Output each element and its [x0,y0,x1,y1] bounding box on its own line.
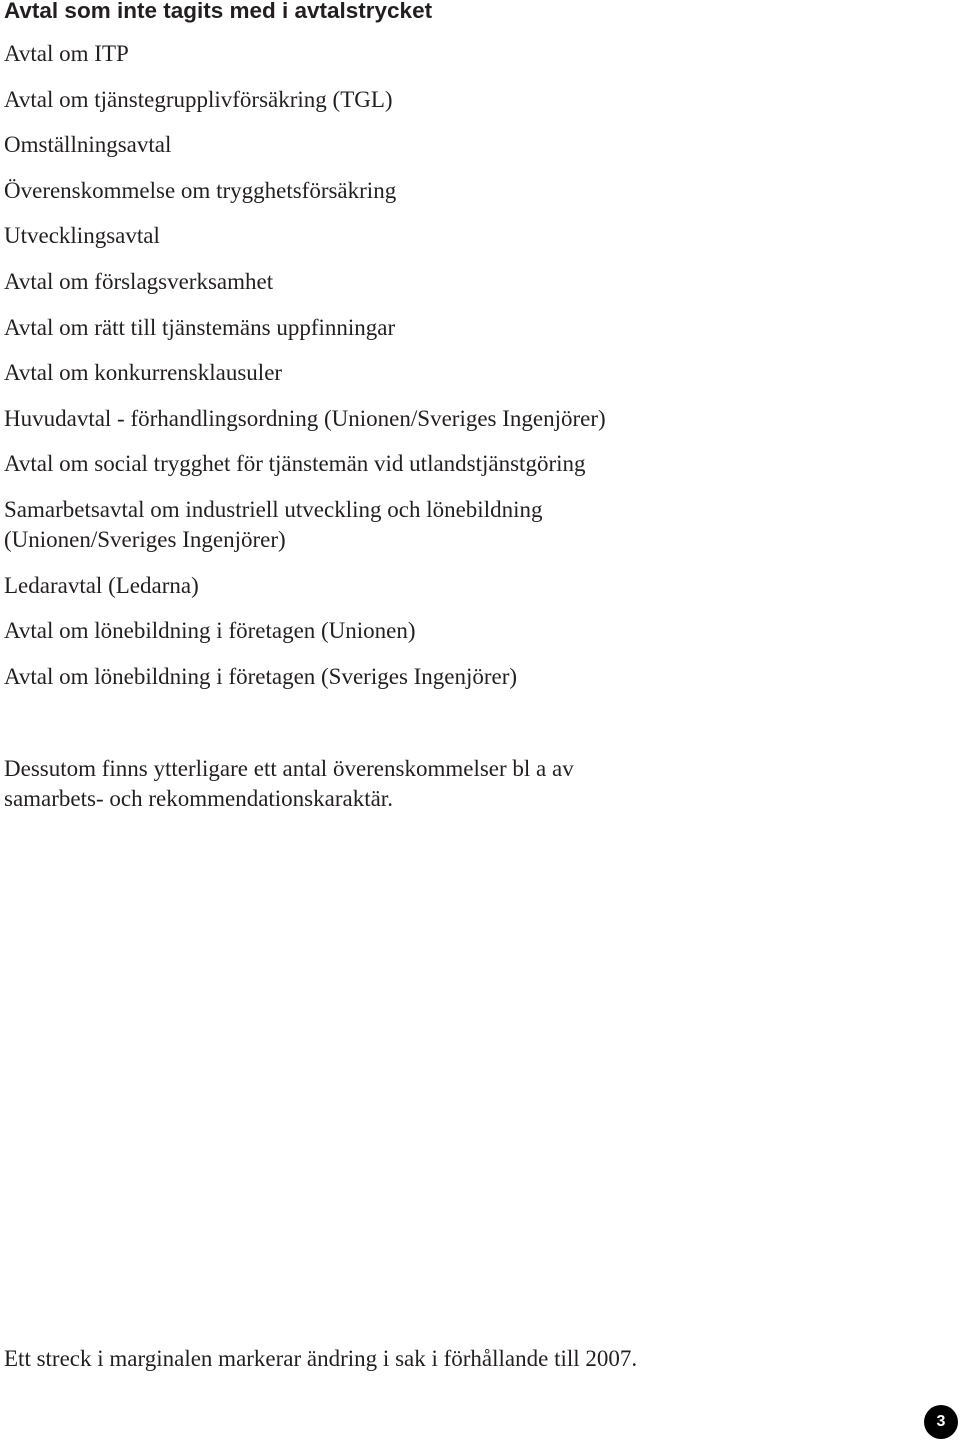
list-item: Avtal om rätt till tjänstemäns uppfinningar [4,314,396,340]
list-item: Ledaravtal (Ledarna) [4,572,199,598]
list-item: Avtal om förslagsverksamhet [4,268,274,294]
list-item: Avtal om lönebildning i företagen (Unionen) [4,618,416,644]
list-item: Avtal om konkurrensklausuler [4,360,283,386]
list-item: Avtal om lönebildning i företagen (Sveriges Ingenjörer) [4,663,518,689]
section-heading: Avtal som inte tagits med i avtalstrycket [4,0,433,23]
list-item: Avtal om ITP [4,41,129,66]
list-item: Huvudavtal - förhandlingsordning (Unionen/Sveriges Ingenjörer) [4,405,606,431]
list-item: Avtal om tjänstegrupplivförsäkring (TGL) [4,86,393,112]
page-number-badge: 3 [924,1405,958,1439]
list-item: Utvecklingsavtal [4,223,160,249]
list-item: Avtal om social trygghet för tjänstemän vid utlandstjänstgöring [4,451,586,477]
additional-agreements-note: Dessutom finns ytterligare ett antal överenskommelser bl a av samarbets- och rekommendationskaraktär. [4,756,574,811]
list-item: Omställningsavtal [4,132,172,158]
margin-marker-footnote: Ett streck i marginalen markerar ändring i sak i förhållande till 2007. [4,1346,638,1371]
list-item: Överenskommelse om trygghetsförsäkring [4,177,397,203]
agreement-list [4,39,944,707]
list-item: Samarbetsavtal om industriell utveckling och lönebildning (Unionen/Sveriges Ingenjörer) [4,496,543,552]
